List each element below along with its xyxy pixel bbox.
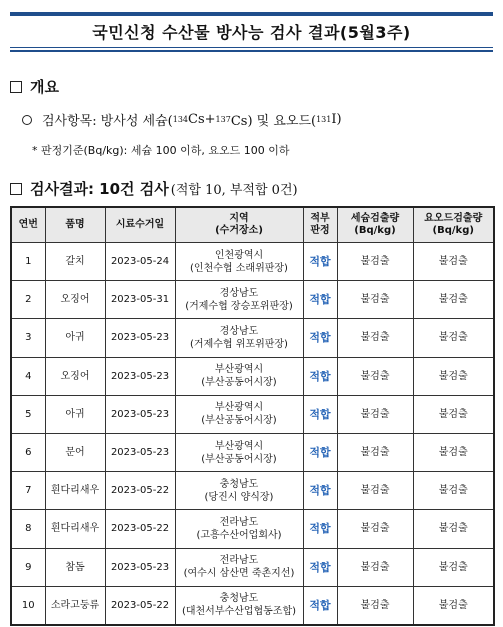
cell-no: 3 — [11, 319, 45, 357]
cell-no: 5 — [11, 395, 45, 433]
cell-no: 10 — [11, 586, 45, 625]
table-row — [11, 357, 494, 395]
cell-item: 흰다리새우 — [45, 510, 105, 548]
cs134-mass: 134 — [172, 115, 189, 124]
cell-judge: 적합 — [303, 357, 337, 395]
collection-place: (거제수협 장승포위판장) — [185, 300, 293, 312]
cell-no: 1 — [11, 243, 45, 281]
cell-item: 아귀 — [45, 319, 105, 357]
checkbox-square-icon — [10, 81, 22, 93]
region-name: 전라남도 — [219, 555, 259, 567]
table-row — [11, 548, 494, 586]
cell-judge: 적합 — [303, 395, 337, 433]
cell-judge: 적합 — [303, 586, 337, 625]
items-prefix: 검사항목: 방사성 세슘( — [42, 114, 173, 129]
region-name: 인천광역시 — [214, 249, 264, 261]
cell-date: 2023-05-22 — [105, 510, 175, 548]
region-name: 부산광역시 — [214, 364, 264, 376]
cs134-symbol: Cs+ — [188, 112, 216, 127]
cell-item: 참돔 — [45, 548, 105, 586]
cell-no: 2 — [11, 281, 45, 319]
cell-date: 2023-05-23 — [105, 357, 175, 395]
region-name: 부산광역시 — [214, 402, 264, 414]
cell-date: 2023-05-22 — [105, 586, 175, 625]
header-item: 품명 — [45, 207, 105, 243]
cell-cesium: 불검출 — [337, 243, 413, 281]
cell-iodine: 불검출 — [413, 548, 494, 586]
collection-place: (당진시 양식장) — [204, 491, 274, 503]
cell-region — [175, 243, 303, 281]
cell-region — [175, 548, 303, 586]
section-results-heading — [10, 178, 298, 199]
test-items-line — [22, 110, 342, 129]
cell-no: 9 — [11, 548, 45, 586]
region-name: 부산광역시 — [214, 440, 264, 452]
header-cesium-line2: (Bq/kg) — [354, 225, 396, 236]
cell-judge: 적합 — [303, 548, 337, 586]
cell-region — [175, 510, 303, 548]
table-row — [11, 395, 494, 433]
collection-place: (여수시 삼산면 죽촌지선) — [183, 568, 295, 580]
region-name: 경상남도 — [219, 325, 259, 337]
cell-no: 6 — [11, 433, 45, 471]
header-judge-line1: 적부 — [310, 213, 330, 224]
cell-item: 갈치 — [45, 243, 105, 281]
header-iodine-line2: (Bq/kg) — [432, 225, 474, 236]
header-iodine — [413, 207, 494, 243]
cell-item: 문어 — [45, 433, 105, 471]
collection-place: (부산공동어시장) — [201, 415, 277, 427]
region-name: 경상남도 — [219, 287, 259, 299]
collection-place: (부산공동어시장) — [201, 377, 277, 389]
table-row — [11, 586, 494, 625]
table-row — [11, 433, 494, 471]
circle-bullet-icon — [22, 115, 32, 125]
cell-cesium: 불검출 — [337, 472, 413, 510]
collection-place: (대천서부수산업협동조합) — [181, 606, 297, 618]
cell-judge: 적합 — [303, 433, 337, 471]
overview-heading-text: 개요 — [30, 78, 59, 96]
cell-cesium: 불검출 — [337, 586, 413, 625]
section-overview-heading — [10, 76, 59, 97]
table-row — [11, 281, 494, 319]
cell-date: 2023-05-23 — [105, 319, 175, 357]
region-name: 충청남도 — [219, 593, 259, 605]
table-row — [11, 472, 494, 510]
cell-region — [175, 319, 303, 357]
criteria-note: * 판정기준(Bq/kg): 세슘 100 이하, 요오드 100 이하 — [32, 144, 290, 157]
collection-place: (거제수협 위포위판장) — [190, 338, 288, 350]
cell-item: 아귀 — [45, 395, 105, 433]
header-date: 시료수거일 — [105, 207, 175, 243]
cell-cesium: 불검출 — [337, 319, 413, 357]
table-row — [11, 243, 494, 281]
cell-item: 소라고둥류 — [45, 586, 105, 625]
cell-cesium: 불검출 — [337, 395, 413, 433]
cell-cesium: 불검출 — [337, 281, 413, 319]
results-heading-text: 검사결과: 10건 검사 — [30, 180, 169, 198]
table-row — [11, 319, 494, 357]
header-region — [175, 207, 303, 243]
header-cesium — [337, 207, 413, 243]
cell-region — [175, 395, 303, 433]
header-iodine-line1: 요오드검출량 — [424, 213, 483, 224]
cell-date: 2023-05-31 — [105, 281, 175, 319]
cs137-symbol: Cs) 및 요오드( — [230, 114, 317, 129]
header-region-line1: 지역 — [229, 213, 249, 224]
i131-symbol: I) — [331, 112, 342, 127]
cell-no: 4 — [11, 357, 45, 395]
header-cesium-line1: 세슘검출량 — [350, 213, 400, 224]
cell-date: 2023-05-23 — [105, 395, 175, 433]
cell-iodine: 불검출 — [413, 586, 494, 625]
cell-iodine: 불검출 — [413, 510, 494, 548]
cell-date: 2023-05-22 — [105, 472, 175, 510]
collection-place: (고흥수산어업회사) — [196, 529, 282, 541]
cell-region — [175, 586, 303, 625]
region-name: 충청남도 — [219, 478, 259, 490]
results-table — [10, 206, 495, 626]
cell-no: 8 — [11, 510, 45, 548]
cell-iodine: 불검출 — [413, 395, 494, 433]
cell-iodine: 불검출 — [413, 319, 494, 357]
table-header-row — [11, 207, 494, 243]
cell-no: 7 — [11, 472, 45, 510]
cell-cesium: 불검출 — [337, 357, 413, 395]
cell-judge: 적합 — [303, 472, 337, 510]
collection-place: (부산공동어시장) — [201, 453, 277, 465]
cell-iodine: 불검출 — [413, 281, 494, 319]
cell-judge: 적합 — [303, 319, 337, 357]
cs137-mass: 137 — [215, 115, 231, 124]
cell-cesium: 불검출 — [337, 510, 413, 548]
region-name: 전라남도 — [219, 516, 259, 528]
collection-place: (인천수협 소래위판장) — [190, 262, 288, 274]
checkbox-square-icon — [10, 183, 22, 195]
cell-date: 2023-05-24 — [105, 243, 175, 281]
i131-mass: 131 — [316, 115, 332, 124]
cell-iodine: 불검출 — [413, 472, 494, 510]
cell-judge: 적합 — [303, 510, 337, 548]
cell-item: 오징어 — [45, 281, 105, 319]
cell-cesium: 불검출 — [337, 433, 413, 471]
cell-judge: 적합 — [303, 243, 337, 281]
table-row — [11, 510, 494, 548]
cell-item: 오징어 — [45, 357, 105, 395]
cell-region — [175, 433, 303, 471]
header-region-line2: (수거장소) — [215, 225, 263, 236]
title-banner — [10, 12, 493, 48]
cell-iodine: 불검출 — [413, 243, 494, 281]
cell-item: 흰다리새우 — [45, 472, 105, 510]
results-summary: (적합 10, 부적합 0건) — [170, 183, 298, 198]
header-judge — [303, 207, 337, 243]
cell-date: 2023-05-23 — [105, 548, 175, 586]
cell-region — [175, 281, 303, 319]
cell-region — [175, 357, 303, 395]
cell-date: 2023-05-23 — [105, 433, 175, 471]
cell-cesium: 불검출 — [337, 548, 413, 586]
cell-judge: 적합 — [303, 281, 337, 319]
header-judge-line2: 판정 — [310, 225, 330, 236]
cell-iodine: 불검출 — [413, 433, 494, 471]
header-no: 연번 — [11, 207, 45, 243]
page-title: 국민신청 수산물 방사능 검사 결과(5월3주) — [92, 23, 411, 42]
cell-region — [175, 472, 303, 510]
cell-iodine: 불검출 — [413, 357, 494, 395]
